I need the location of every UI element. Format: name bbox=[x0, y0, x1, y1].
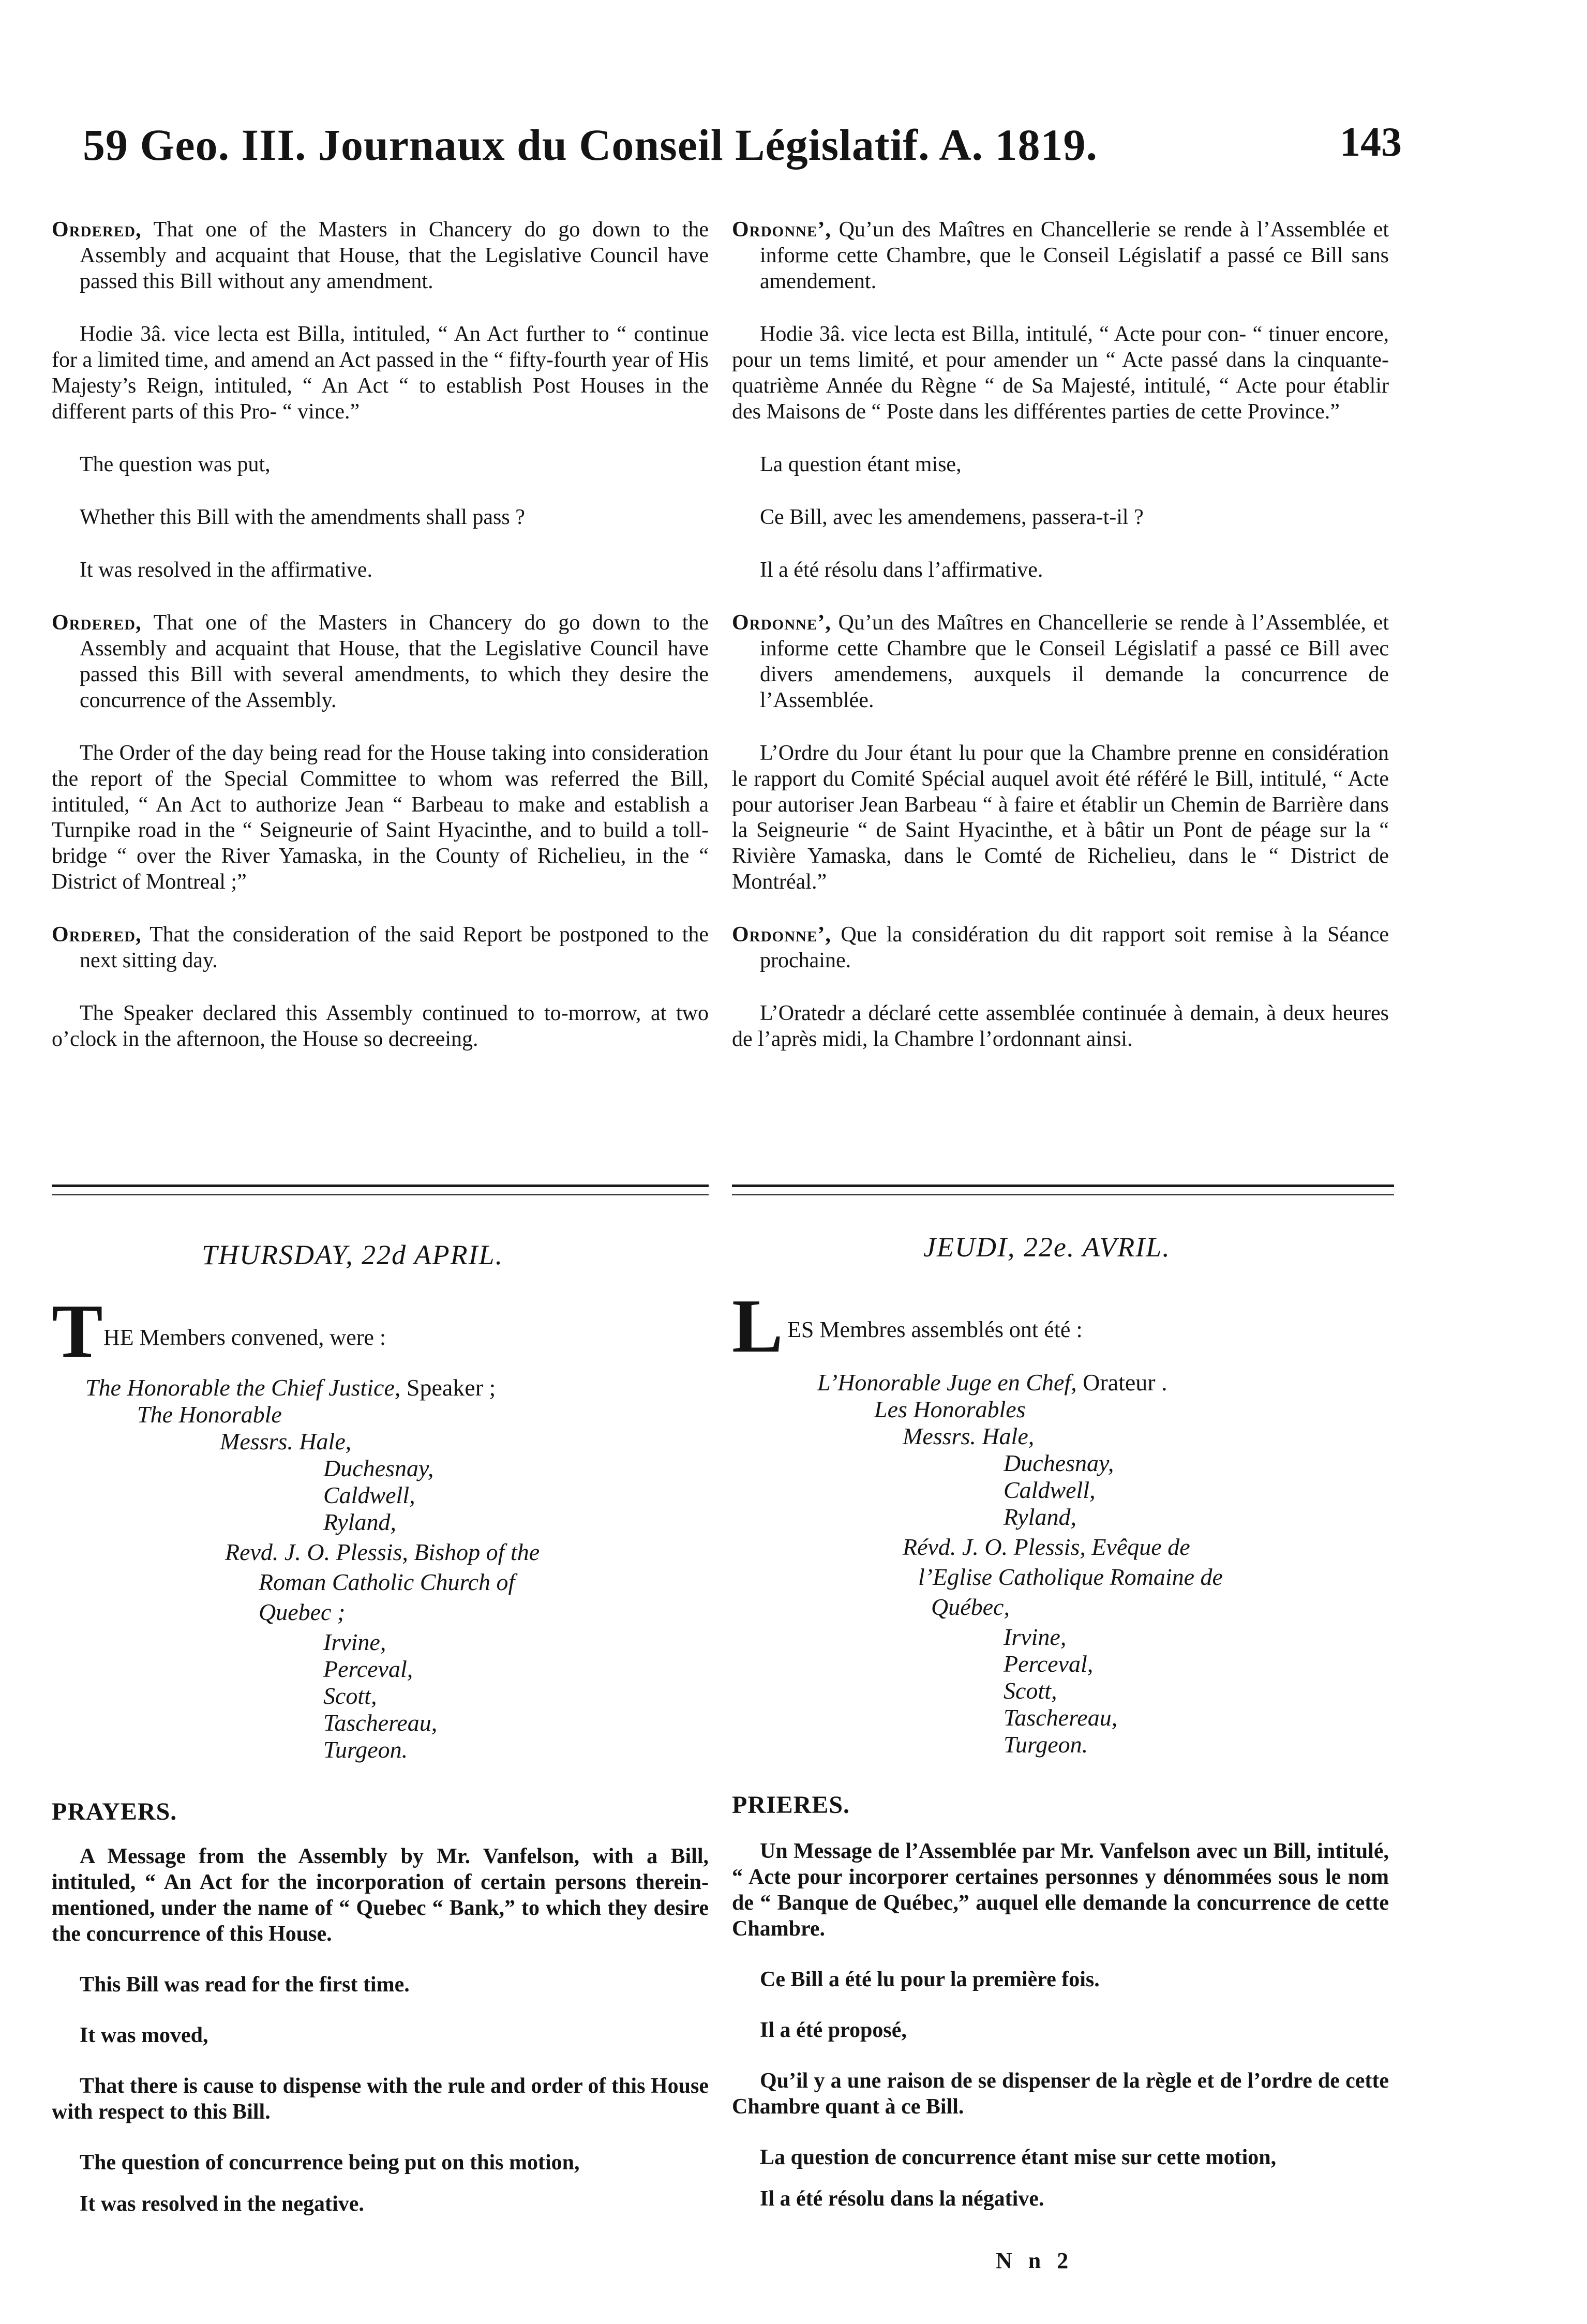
question-put: La question étant mise, bbox=[760, 452, 962, 476]
motion-body: Qu’il y a une raison de se dispenser de la règle et de l’ordre de cette Chambre quant à ce Bill. bbox=[732, 2068, 1389, 2119]
motion-body: That there is cause to dispense with the rule and order of this House with respect to this Bill. bbox=[52, 2074, 709, 2124]
prayers-heading: PRAYERS. bbox=[52, 1798, 177, 1825]
order-paragraph: Ordonne’, Qu’un des Maîtres en Chancellerie se rende à l’Assemblée et informe cette Chambre, que le Conseil Législatif a passé ce Bill sans amendement. bbox=[732, 218, 1389, 293]
bill-reading-paragraph: Hodie 3â. vice lecta est Billa, intituled, “ An Act further to “ continue for a limited time, and amend an Act passed in the “ fifty-fourth year of His Majesty’s Reign, intituled, “ An Act “ to establish Post Houses in the different parts of this Pro- “ vince.” bbox=[52, 322, 709, 424]
member-name: Duchesnay, bbox=[323, 1455, 434, 1481]
member-name: Turgeon. bbox=[1004, 1731, 1088, 1758]
member-chief-justice: The Honorable the Chief Justice, Speaker ; bbox=[85, 1374, 496, 1401]
drop-cap: T bbox=[52, 1289, 103, 1374]
member-name: Taschereau, bbox=[1004, 1704, 1118, 1731]
order-paragraph: Ordered, That the consideration of the said Report be postponed to the next sitting day. bbox=[52, 923, 709, 973]
member-bishop: Quebec ; bbox=[259, 1599, 346, 1625]
member-bishop: Revd. J. O. Plessis, Bishop of the bbox=[225, 1539, 540, 1565]
message-paragraph: A Message from the Assembly by Mr. Vanfelson, with a Bill, intituled, “ An Act for the incorporation of certain persons therein-mentioned, under the name of “ Quebec “ Bank,” to which they desire the concurrence of this House. bbox=[52, 1845, 709, 1946]
member-bishop: Révd. J. O. Plessis, Evêque de bbox=[903, 1534, 1190, 1560]
member-name: Ryland, bbox=[323, 1509, 396, 1535]
member-chief-justice: L’Honorable Juge en Chef, Orateur . bbox=[817, 1369, 1167, 1396]
question-put: The question was put, bbox=[80, 452, 271, 476]
member-name: Duchesnay, bbox=[1004, 1450, 1114, 1476]
adjournment-paragraph: The Speaker declared this Assembly continued to to-morrow, at two o’clock in the afternoon, the House so decreeing. bbox=[52, 1001, 709, 1052]
resolution-text: It was resolved in the affirmative. bbox=[80, 558, 373, 582]
adjournment-paragraph: L’Oratedr a déclaré cette assemblée continuée à demain, à deux heures de l’après midi, la Chambre l’ordonnant ainsi. bbox=[732, 1001, 1389, 1052]
member-name: Irvine, bbox=[323, 1629, 386, 1655]
resolution-text: Il a été résolu dans l’affirmative. bbox=[760, 558, 1043, 582]
order-paragraph: Ordonne’, Que la considération du dit rapport soit remise à la Séance prochaine. bbox=[732, 923, 1389, 973]
member-name: Caldwell, bbox=[323, 1482, 415, 1508]
order-of-day-paragraph: L’Ordre du Jour étant lu pour que la Chambre prenne en considération le rapport du Comité Spécial auquel avoit été référé le Bill, intitulé, “ Acte pour autoriser Jean Barbeau “ à faire et établir un Chemin de Barrière dans la Seigneurie “ de Saint Hyacinthe, et à bâtir un Pont de péage sur la “ Rivière Yamaska, dans le Comté de Richelieu, dans le “ District de Montréal.” bbox=[732, 741, 1389, 894]
member-name: Irvine, bbox=[1004, 1624, 1067, 1650]
member-honorable-heading: The Honorable bbox=[137, 1401, 282, 1428]
member-name: Taschereau, bbox=[323, 1710, 438, 1736]
question-text: The question of concurrence being put on this motion, bbox=[80, 2150, 580, 2175]
member-messrs: Messrs. Hale, bbox=[903, 1423, 1035, 1449]
order-paragraph: Ordered, That one of the Masters in Chancery do go down to the Assembly and acquaint that House, that the Legislative Council have passed this Bill without any amendment. bbox=[52, 218, 709, 293]
signature-mark: N n 2 bbox=[996, 2248, 1074, 2273]
member-name: Scott, bbox=[323, 1683, 377, 1709]
first-reading-text: This Bill was read for the first time. bbox=[80, 1972, 410, 1997]
member-name: Scott, bbox=[1004, 1677, 1057, 1704]
section-divider bbox=[52, 1185, 709, 1195]
drop-cap: L bbox=[732, 1284, 783, 1369]
prayers-heading: PRIERES. bbox=[732, 1791, 850, 1819]
running-title: 59 Geo. III. Journaux du Conseil Législatif. A. 1819. bbox=[83, 120, 1098, 170]
english-column-top bbox=[52, 217, 709, 1053]
member-messrs: Messrs. Hale, bbox=[220, 1428, 352, 1455]
day-heading: THURSDAY, 22d APRIL. bbox=[202, 1239, 504, 1270]
motion-text: It was moved, bbox=[80, 2023, 208, 2047]
resolution-text: Il a été résolu dans la négative. bbox=[760, 2186, 1044, 2211]
member-bishop: Roman Catholic Church of bbox=[259, 1569, 515, 1595]
member-bishop: Québec, bbox=[931, 1594, 1010, 1620]
question-text: Whether this Bill with the amendments shall pass ? bbox=[80, 505, 525, 529]
order-paragraph: Ordonne’, Qu’un des Maîtres en Chancellerie se rende à l’Assemblée, et informe cette Chambre que le Conseil Législatif a passé ce Bill avec divers amendemens, auxquels il demande la concurrence de l’Assemblée. bbox=[732, 610, 1389, 712]
page-number: 143 bbox=[1340, 119, 1402, 165]
members-convened-line: HE Members convened, were : bbox=[103, 1325, 386, 1350]
order-paragraph: Ordered, That one of the Masters in Chancery do go down to the Assembly and acquaint that House, that the Legislative Council have passed this Bill with several amendments, to which they desire the concurrence of the Assembly. bbox=[52, 610, 709, 712]
message-paragraph: Un Message de l’Assemblée par Mr. Vanfelson avec un Bill, intitulé, “ Acte pour incorporer certaines personnes y dénommées sous le nom de “ Banque de Québec,” auquel elle demande la concurrence de cette Chambre. bbox=[732, 1839, 1389, 1941]
member-honorable-heading: Les Honorables bbox=[874, 1396, 1026, 1422]
resolution-text: It was resolved in the negative. bbox=[80, 2192, 364, 2216]
page-header bbox=[83, 119, 1402, 181]
english-column-bottom bbox=[52, 1844, 709, 2217]
member-bishop: l’Eglise Catholique Romaine de bbox=[918, 1564, 1223, 1590]
bill-reading-paragraph: Hodie 3â. vice lecta est Billa, intitulé, “ Acte pour con- “ tinuer encore, pour un tems limité, et pour amender un “ Acte passé dans la cinquante-quatrième Année du Règne “ de Sa Majesté, intitulé, “ Acte pour établir des Maisons de “ Poste dans les différentes parties de cette Province.” bbox=[732, 322, 1389, 424]
member-name: Caldwell, bbox=[1004, 1477, 1096, 1503]
day-heading: JEUDI, 22e. AVRIL. bbox=[923, 1232, 1171, 1263]
motion-text: Il a été proposé, bbox=[760, 2018, 907, 2042]
section-divider bbox=[732, 1185, 1394, 1195]
order-of-day-paragraph: The Order of the day being read for the House taking into consideration the report of the Special Committee to whom was referred the Bill, intituled, “ An Act to authorize Jean “ Barbeau to make and establish a Turnpike road in the “ Seigneurie of Saint Hyacinthe, and to build a toll-bridge “ over the River Yamaska, in the County of Richelieu, in the “ District of Montreal ;” bbox=[52, 741, 709, 894]
member-name: Turgeon. bbox=[323, 1736, 408, 1763]
member-name: Perceval, bbox=[1004, 1651, 1094, 1677]
member-name: Perceval, bbox=[323, 1656, 413, 1682]
question-text: Ce Bill, avec les amendemens, passera-t-il ? bbox=[760, 505, 1144, 529]
french-column-bottom bbox=[732, 1839, 1389, 2212]
french-column-top bbox=[732, 217, 1389, 1053]
first-reading-text: Ce Bill a été lu pour la première fois. bbox=[760, 1967, 1100, 1991]
member-name: Ryland, bbox=[1004, 1504, 1076, 1530]
question-text: La question de concurrence étant mise sur cette motion, bbox=[760, 2145, 1277, 2169]
members-convened-line: ES Membres assemblés ont été : bbox=[787, 1317, 1083, 1342]
